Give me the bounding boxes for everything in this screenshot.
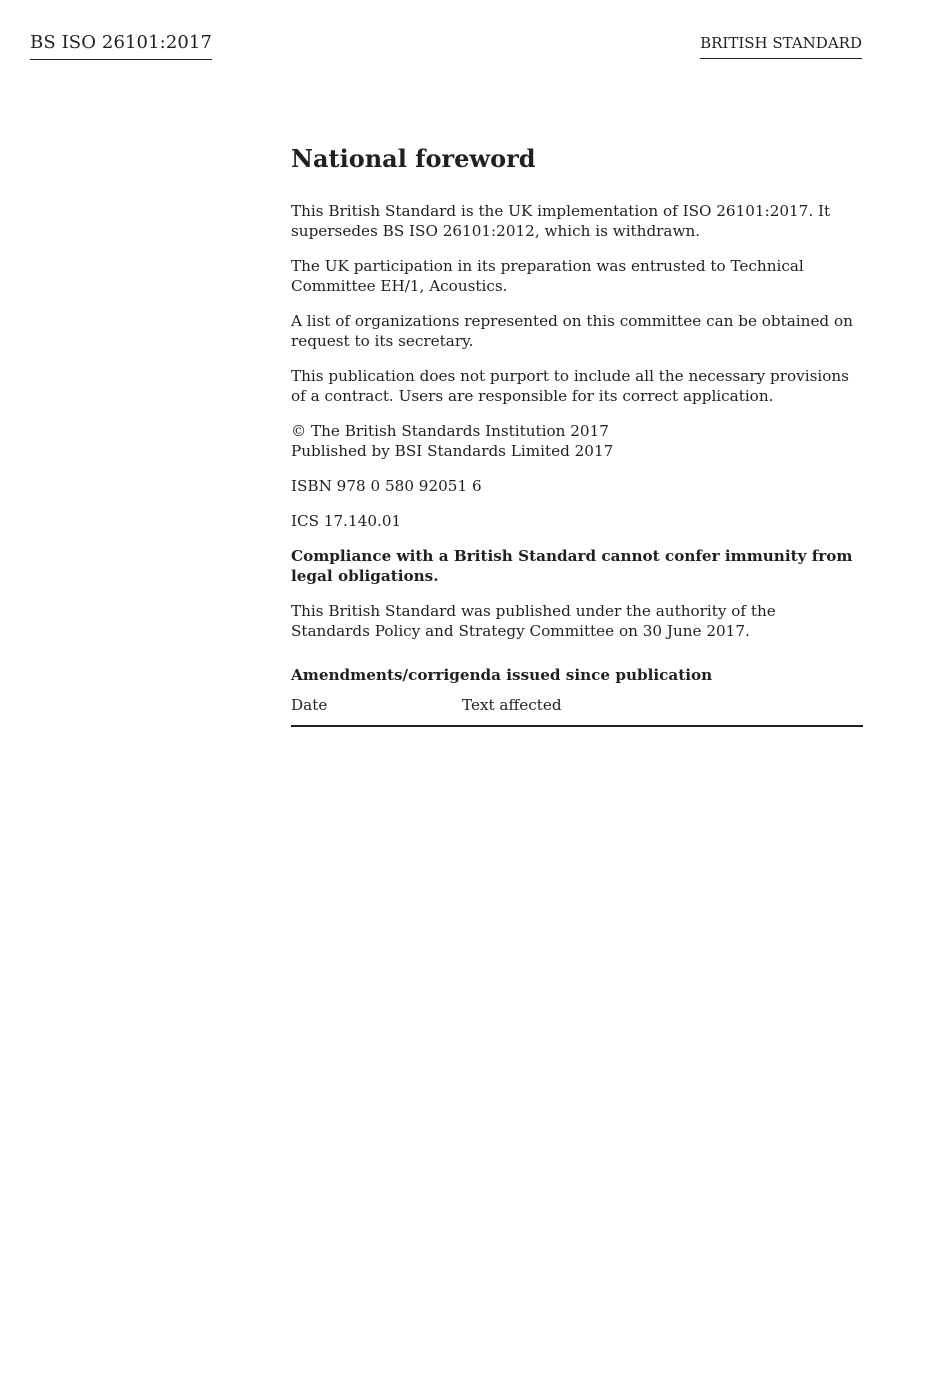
national-foreword <box>291 141 863 727</box>
paragraph-line: This British Standard is the UK implementation of ISO 26101:2017. It <box>291 202 831 220</box>
authority-paragraph <box>291 601 863 641</box>
copyright-line: © The British Standards Institution 2017 <box>291 422 609 440</box>
paragraph-line: The UK participation in its preparation was entrusted to Technical <box>291 257 804 275</box>
isbn-value: ISBN 978 0 580 92051 6 <box>291 477 482 495</box>
provisions-paragraph <box>291 366 863 406</box>
ics <box>291 511 863 531</box>
isbn <box>291 476 863 496</box>
committee-list-paragraph <box>291 311 863 351</box>
document-id: BS ISO 26101:2017 <box>30 31 212 60</box>
paragraph-line: This publication does not purport to include all the necessary provisions <box>291 367 849 385</box>
participation-paragraph <box>291 256 863 296</box>
compliance-notice <box>291 546 863 586</box>
amendments-table <box>291 695 863 727</box>
paragraph-line: legal obligations. <box>291 567 439 585</box>
paragraph-line: Compliance with a British Standard cannot confer immunity from <box>291 547 853 565</box>
page-title: National foreword <box>291 144 536 173</box>
paragraph-line: A list of organizations represented on this committee can be obtained on <box>291 312 853 330</box>
paragraph-line: Committee EH/1, Acoustics. <box>291 277 508 295</box>
paragraph-line: request to its secretary. <box>291 332 474 350</box>
series-label: BRITISH STANDARD <box>700 32 862 59</box>
ics-value: ICS 17.140.01 <box>291 512 402 530</box>
publisher-line: Published by BSI Standards Limited 2017 <box>291 442 614 460</box>
column-header-text-affected: Text affected <box>462 696 562 714</box>
amendments-heading: Amendments/corrigenda issued since publication <box>291 666 713 684</box>
paragraph-line: This British Standard was published under the authority of the <box>291 602 776 620</box>
implementation-paragraph <box>291 201 863 241</box>
copyright-paragraph <box>291 421 863 461</box>
column-header-date: Date <box>291 696 328 714</box>
paragraph-line: Standards Policy and Strategy Committee on 30 June 2017. <box>291 622 750 640</box>
paragraph-line: of a contract. Users are responsible for its correct application. <box>291 387 774 405</box>
paragraph-line: supersedes BS ISO 26101:2012, which is withdrawn. <box>291 222 701 240</box>
